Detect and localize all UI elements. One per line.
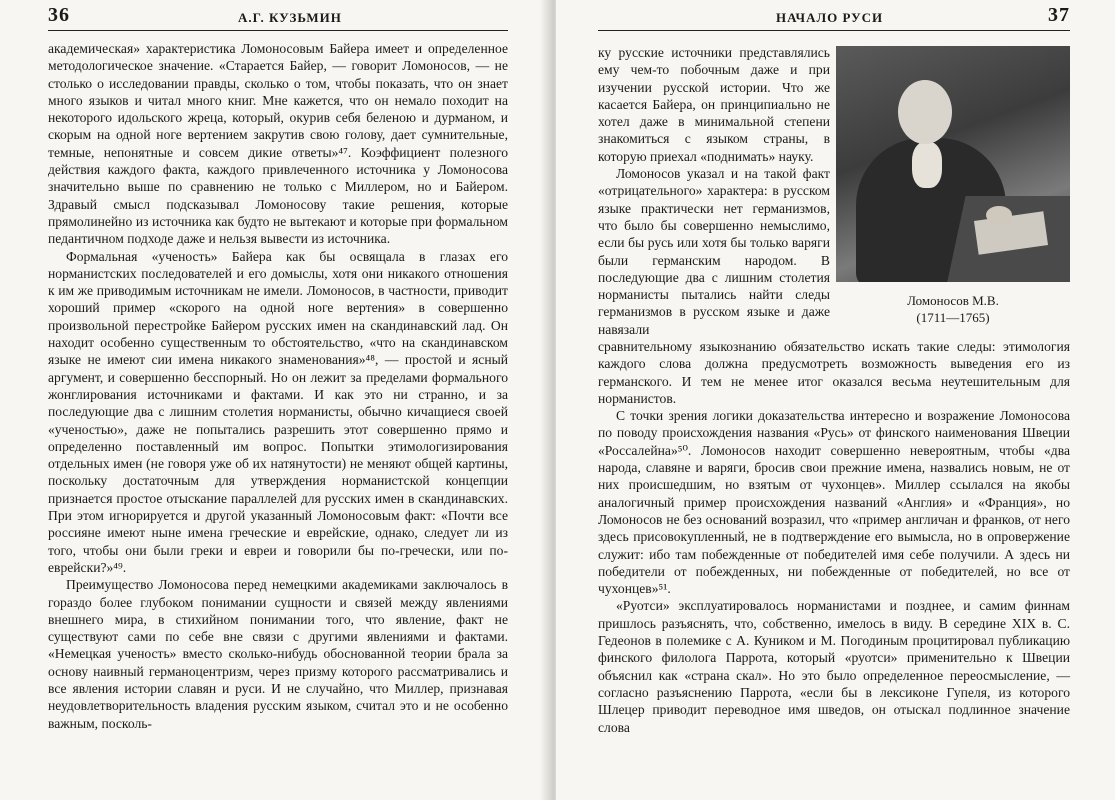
right-running-head-title: НАЧАЛО РУСИ — [776, 10, 884, 25]
left-running-header — [48, 4, 508, 32]
left-body-text — [48, 40, 508, 732]
portrait-caption-years: (1711—1765) — [916, 310, 990, 325]
right-page — [556, 0, 1115, 800]
right-running-header — [598, 4, 1070, 32]
left-paragraph-2: Формальная «ученость» Байера как бы освящала в глазах его норманистских последователей и его домыслы, хотя они никакого отношения к им же приводимым источникам не имели. Ломоносов, в частности, приводит хороший пример «скорого на одной ноге вертения» в совершенно произвольной перестройке Байером русских имен на скандинавский лад. Он находит особенно существенным то обстоятельство, «что на скандинавском языке не имеют сии имена никакого знаменования»⁴⁸, — простой и ясный аргумент, и совершенно бесспорный. Но он лежит за пределами формального жонглирования источниками и фактами. И как это ни странно, и за последующие два с лишним столетия норманисты, обычно кичащиеся своей «ученостью», даже не попытались разрешить этот совершенно прямо и определенно поставленный им вопрос. Попытки этимологизирования отдельных имен (не говоря уже об их натянутости) не меняют общей картины, поскольку достаточным для утверждения норманистской концепции признается простое отыскание параллелей для русских имен в скандинавских. При этом игнорируется и другой указанный Ломоносовым факт: «Почти все россияне имеют ныне имена греческие и еврейские, однако, следует ли из того, чтобы они были греки и евреи и говорили бы по-гречески, или по-еврейски?»⁴⁹. — [48, 248, 508, 575]
left-page — [0, 0, 548, 800]
right-paragraph-4: «Руотси» эксплуатировалось норманистами и позднее, и самим финнам пришлось разъяснять, что, собственно, имелось в виду. В середине XIX в. С. Гедеонов в полемике с А. Куником и М. Погодиным процитировал публикацию финского филолога Паррота, который «руотси» применительно к Швеции объяснил как «страна скал». Но это было определенное переосмысление, — согласно разъяснению Паррота, «если бы в лексиконе Гупеля, из которого Шлецер приводит переводное имя шведов, он отыскал подлинное значение слова — [598, 598, 1070, 735]
right-paragraph-1: ку русские источники представлялись ему чем-то побочным даже и при изучении русской истории. Что же касается Байера, он принципиально не хотел даже в минимальной степени знакомиться с языком страны, в которую приехал «поднимать» науку. — [598, 45, 830, 164]
portrait-caption — [836, 292, 1070, 326]
left-paragraph-1: академическая» характеристика Ломоносовым Байера имеет и определенное методологическое значение. «Старается Байер, — говорит Ломоносов, — не столько о исследовании правды, сколько о том, чтобы показать, что он знает много языков и читал много книг. Мне кажется, что он немало походит на некоторого идольского жреца, который, окурив себя беленою и дурманом, и скорым на одной ноге вертением закрутив свою голову, дает сумнительные, темные, непонятные и совсем дикие ответы»⁴⁷. Коэффициент полезного действия каждого факта, каждого привлеченного источника у Ломоносова значительно выше по сравнению не только с Миллером, но и Байером. Здравый смысл подсказывал Ломоносову такие решения, которые прямолинейно из источника как будто не вытекают и которые при формальном педантичном подходе даже и нельзя вывести из источника. — [48, 41, 508, 247]
right-header-rule — [598, 30, 1070, 31]
portrait-caption-name: Ломоносов М.В. — [907, 293, 999, 308]
right-body-text-top — [598, 44, 830, 338]
right-paragraph-2: Ломоносов указал и на такой факт «отрицательного» характера: в русском языке практически нет германизмов, что было бы совершенно немыслимо, если бы русь или хотя бы только варяги были германским народом. В последующие два с лишним столетия норманисты пытались найти следы германизмов в русском языке и даже навязали — [598, 166, 830, 337]
left-header-rule — [48, 30, 508, 31]
right-continuation-text: сравнительному языкознанию обязательство искать такие следы: этимология каждого слова должна предусмотреть возможность выведения его из германского. И тем не менее итог оказался весьма неутешительным для норманистов. — [598, 339, 1070, 406]
left-page-number: 36 — [48, 4, 70, 26]
right-paragraph-3: С точки зрения логики доказательства интересно и возражение Ломоносова по поводу происхождения названия «Русь» от финского наименования Швеции «Россалейна»⁵⁰. Ломоносов находит совершенно невероятным, чтобы «два народа, славяне и варяги, бросив свои прежние имена, назвались новым, не от них происшедшим, но взятым от чухонцев». Миллер ссылался на якобы аналогичный пример происхождения названий «Англия» и «Франция», но Ломоносов не без оснований возразил, что «пример англичан и франков, от него здесь присовокупленный, не в подтверждение его вымысла, но в опровержение служит: ибо там побежденные от победителей имя себе получили. А здесь ни победители от побежденных, ни побежденные от победителей, но все от чухонцев»⁵¹. — [598, 408, 1070, 597]
lomonosov-portrait-image — [836, 46, 1070, 282]
right-body-text-bottom — [598, 338, 1070, 736]
right-page-number: 37 — [1048, 4, 1070, 26]
left-running-head-title: А.Г. КУЗЬМИН — [238, 10, 342, 25]
left-paragraph-3: Преимущество Ломоносова перед немецкими академиками заключалось в гораздо более глубоком понимании сущности и связей между явлениями внешнего мира, в стихийном понимании того, что явление, факт не существуют сами по себе вне связи с другими явлениями и фактами. «Немецкая ученость» вместо сколько-нибудь обоснованной теории брала за основу наивный германоцентризм, через призму которого рассматривались и все явления истории славян и руси. И не случайно, что Миллер, признавая неудовлетворительность владения русским языком, считал это и не особенно важным, посколь- — [48, 577, 508, 731]
